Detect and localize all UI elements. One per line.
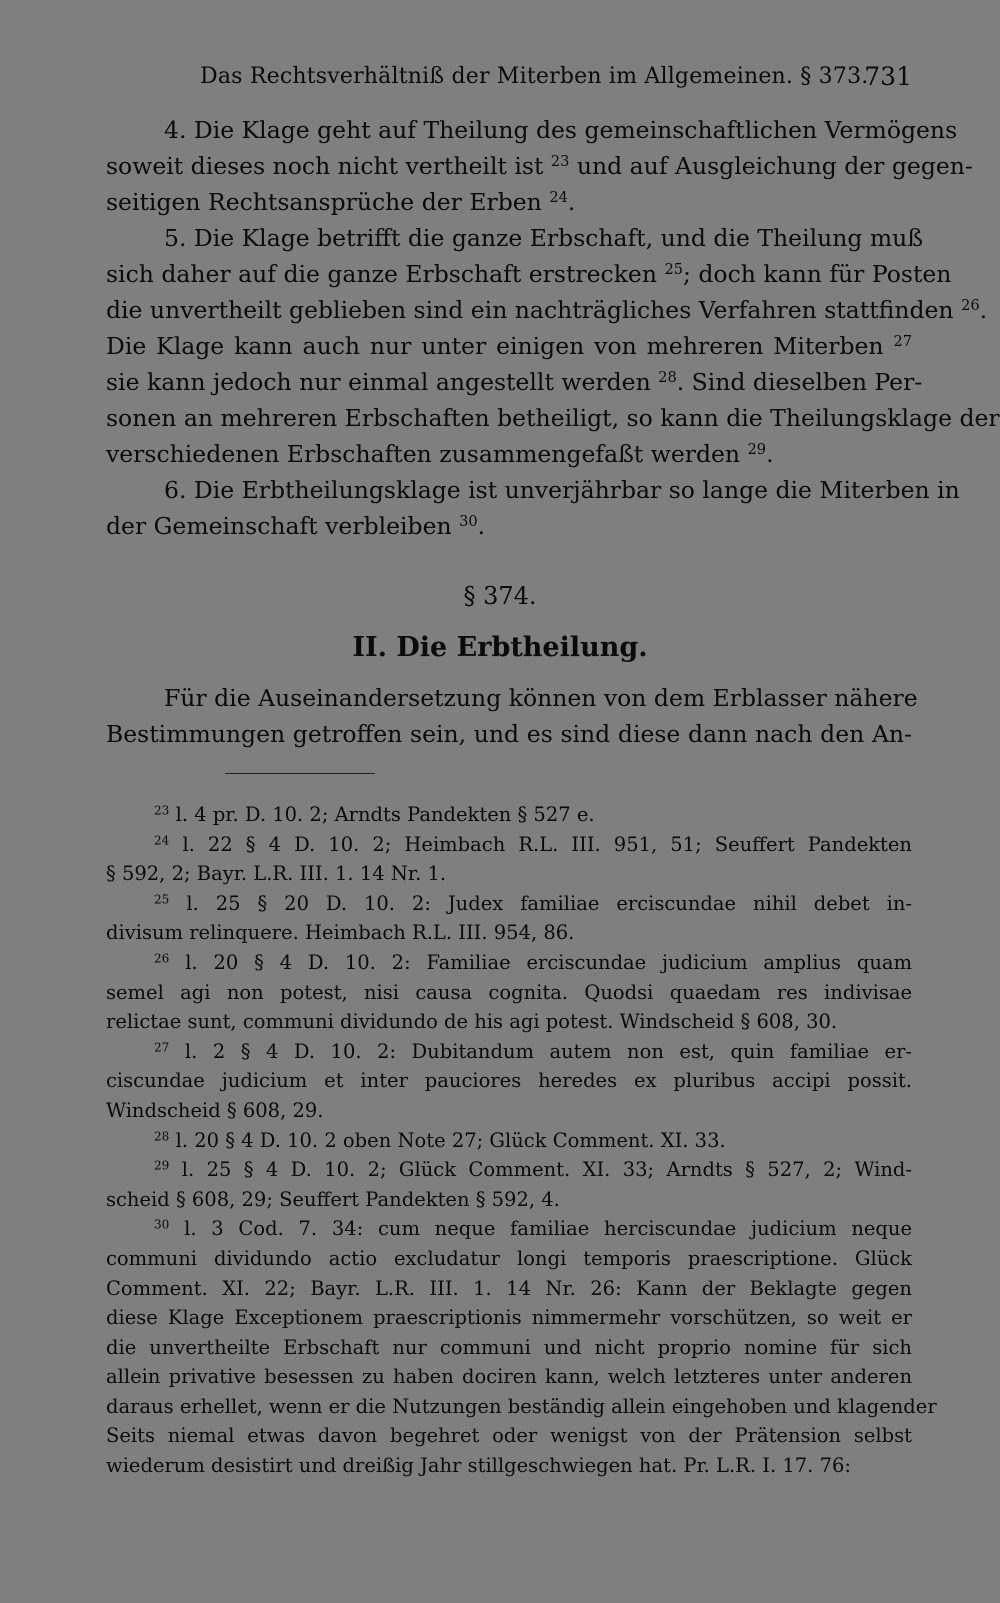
footnote-text: diese Klage Exceptionem praescriptionis nimmermehr vorschützen, so weit er [106, 1306, 912, 1330]
footnote-line [106, 1007, 912, 1037]
line-text: der Gemeinschaft verbleiben [106, 512, 452, 540]
footnote-marker: 26 [961, 297, 980, 314]
line-text: sie kann jedoch nur einmal angestellt werden [106, 368, 651, 396]
section-number: § 374. [463, 582, 537, 610]
footnote-line [106, 830, 912, 860]
line-text: seitigen Rechtsansprüche der Erben [106, 188, 542, 216]
line-text: ; doch kann für Posten [683, 260, 952, 288]
text-line [106, 112, 958, 148]
footnote-line [106, 1037, 912, 1067]
footnote-marker: 27 [893, 333, 912, 350]
footnote-line [106, 800, 912, 830]
footnote-line [106, 978, 912, 1008]
text-line [106, 292, 988, 328]
footnote-line [106, 1244, 912, 1274]
text-line [106, 256, 952, 292]
text-line [106, 364, 923, 400]
footnote-line [106, 1126, 912, 1156]
footnote-text: divisum relinquere. Heimbach R.L. III. 954, 86. [106, 921, 575, 945]
text-line [106, 508, 912, 544]
line-text: verschiedenen Erbschaften zusammengefaßt werden [106, 440, 741, 468]
running-header [200, 58, 920, 98]
footnote-text: l. 2 § 4 D. 10. 2: Dubitandum autem non est, quin familiae er- [184, 1039, 912, 1063]
text-line [106, 472, 960, 508]
footnotes [106, 800, 937, 1481]
footnote-divider [225, 773, 375, 774]
page-number: 731 [864, 62, 912, 91]
footnote-text: l. 25 § 4 D. 10. 2; Glück Comment. XI. 33; Arndts § 527, 2; Wind- [181, 1158, 913, 1182]
text-line [106, 436, 912, 472]
main-text [106, 112, 1000, 544]
text-line [106, 400, 1000, 436]
line-text: . [766, 440, 774, 468]
text-line [106, 184, 912, 220]
footnote-number: 27 [154, 1040, 170, 1055]
footnote-text: daraus erhellet, wenn er die Nutzungen beständig allein eingehoben und klagender [106, 1394, 937, 1418]
line-text: . [567, 188, 576, 216]
footnote-text: ciscundae judicium et inter pauciores heredes ex pluribus accipi possit. [106, 1069, 912, 1093]
line-text: 6. Die Erbtheilungsklage ist unverjährbar so lange die Miterben in [164, 476, 960, 504]
footnote-marker: 24 [549, 189, 568, 206]
footnote-line [106, 948, 912, 978]
footnote-text: § 592, 2; Bayr. L.R. III. 1. 14 Nr. 1. [106, 862, 447, 886]
line-text: 5. Die Klage betrifft die ganze Erbschaft, und die Theilung muß [164, 224, 924, 252]
footnote-text: scheid § 608, 29; Seuffert Pandekten § 592, 4. [106, 1187, 560, 1211]
footnote-text: l. 3 Cod. 7. 34: cum neque familiae herciscundae judicium neque [184, 1217, 912, 1241]
footnote-text: Seits niemal etwas davon begehret oder wenigst von der Prätension selbst [106, 1424, 912, 1448]
text-line: Für die Auseinandersetzung können von dem Erblasser nähere [164, 684, 918, 712]
line-text: und auf Ausgleichung der gegen- [569, 152, 973, 180]
footnote-text: wiederum desistirt und dreißig Jahr stillgeschwiegen hat. Pr. L.R. I. 17. 76: [106, 1454, 851, 1478]
footnote-number: 26 [154, 951, 170, 966]
footnote-marker: 25 [664, 261, 683, 278]
footnote-text: Windscheid § 608, 29. [106, 1098, 324, 1122]
running-title: Das Rechtsverhältniß der Miterben im Allgemeinen. § 373. [200, 64, 869, 89]
section-heading: II. Die Erbtheilung. [352, 632, 648, 663]
footnote-number: 30 [154, 1217, 170, 1232]
footnote-text: allein privative besessen zu haben dociren kann, welch letzteres unter anderen [106, 1365, 912, 1389]
footnote-line [106, 1155, 912, 1185]
line-text: sich daher auf die ganze Erbschaft erstrecken [106, 260, 657, 288]
footnote-text: l. 20 § 4 D. 10. 2: Familiae erciscundae judicium amplius quam [185, 950, 913, 974]
footnote-line [106, 1185, 912, 1215]
footnote-text: relictae sunt, communi dividundo de his agi potest. Windscheid § 608, 30. [106, 1010, 838, 1034]
footnote-line [106, 918, 912, 948]
footnote-line [106, 1303, 912, 1333]
footnote-text: communi dividundo actio excludatur longi temporis praescriptione. Glück [106, 1246, 912, 1270]
line-text: soweit dieses noch nicht vertheilt ist [106, 152, 544, 180]
line-text: . [477, 512, 486, 540]
footnote-line [106, 1274, 912, 1304]
footnote-text: l. 22 § 4 D. 10. 2; Heimbach R.L. III. 951, 51; Seuffert Pandekten [182, 832, 912, 856]
footnote-line [106, 1392, 937, 1422]
footnote-line [106, 1451, 912, 1481]
footnote-marker: 29 [747, 441, 767, 458]
footnote-text: die unvertheilte Erbschaft nur communi und nicht proprio nomine für sich [106, 1335, 912, 1359]
footnote-marker: 23 [550, 153, 570, 170]
footnote-line [106, 889, 912, 919]
footnote-line [106, 1421, 912, 1451]
footnote-number: 23 [154, 803, 170, 818]
footnote-text: Comment. XI. 22; Bayr. L.R. III. 1. 14 Nr. 26: Kann der Beklagte gegen [106, 1276, 912, 1300]
line-text: . Sind dieselben Per- [676, 368, 923, 396]
footnote-marker: 28 [658, 369, 677, 386]
text-line [106, 148, 973, 184]
text-line: Bestimmungen getroffen sein, und es sind diese dann nach den An- [106, 720, 912, 748]
footnote-line [106, 1362, 912, 1392]
footnote-line [106, 1333, 912, 1363]
line-text: die unvertheilt geblieben sind ein nachträgliches Verfahren stattfinden [106, 296, 954, 324]
footnote-line [106, 1096, 912, 1126]
line-text: 4. Die Klage geht auf Theilung des gemeinschaftlichen Vermögens [164, 116, 958, 144]
line-text: sonen an mehreren Erbschaften betheiligt, so kann die Theilungsklage der [106, 404, 1000, 432]
footnote-line [106, 1214, 912, 1244]
footnote-text: l. 4 pr. D. 10. 2; Arndts Pandekten § 527 e. [175, 803, 595, 826]
footnote-line [106, 859, 912, 889]
footnote-marker: 30 [459, 513, 478, 530]
line-text: Die Klage kann auch nur unter einigen von mehreren Miterben [106, 332, 884, 360]
footnote-number: 24 [154, 832, 170, 847]
line-text: . [979, 296, 988, 324]
footnote-number: 25 [154, 892, 170, 907]
text-line [106, 220, 924, 256]
footnote-number: 28 [154, 1128, 170, 1143]
text-line [106, 328, 912, 364]
intro-paragraph [106, 680, 918, 752]
footnote-line [106, 1066, 912, 1096]
footnote-number: 29 [154, 1158, 170, 1173]
footnote-text: semel agi non potest, nisi causa cognita. Quodsi quaedam res indivisae [106, 980, 912, 1004]
footnote-text: l. 20 § 4 D. 10. 2 oben Note 27; Glück Comment. XI. 33. [175, 1128, 726, 1152]
footnote-text: l. 25 § 20 D. 10. 2: Judex familiae erciscundae nihil debet in- [186, 891, 913, 915]
